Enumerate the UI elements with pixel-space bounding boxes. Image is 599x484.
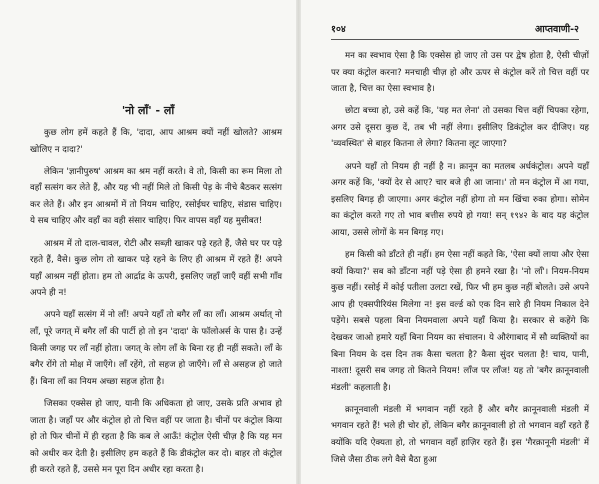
paragraph: आश्रम में तो दाल-चावल, रोटी और सब्ज़ी खाकर पड़े रहते हैं, जैसे घर पर पड़े रहते हैं, वैसे। कुछ लोग तो खाकर पड़े रहने के लिए ही आश्रम में रहते हैं! अपने यहाँ आश्रम नहीं होता। हम तो आर्द्राद्र के ऊपरी, इसलिए जहाँ जाएँ वहीं सभी गाँव अपने ही न! [30, 238, 282, 299]
paragraph: अपने यहाँ तो नियम ही नहीं है न। क़ानून का मतलब अर्धकंट्रोल। अपने यहाँ अगर कहें कि, 'क्यों देर से आए? चार बजे ही आ जाना।' तो मन कंट्रोल में आ गया, इसलिए बिगड़ ही जाएगा। अगर कंट्रोल नहीं होगा तो मन खिंचा रुका होगा। सोमेन का कंट्रोल करते गए तो भाव बत्तीस रुपये हो गया! सन् १९४२ के बाद यह कंट्रोल आया, उससे लोगों के मन बिगड़ गए। [331, 161, 589, 238]
book-title: आप्तवाणी-२ [534, 24, 579, 35]
paragraph: मन का स्वभाव ऐसा है कि एक्सेस हो जाए तो उस पर द्वेष होता है, ऐसी चीज़ों पर क्या कंट्रोल करना? मनचाही चीज़ हो और ऊपर से कंट्रोल करें तो चित्त वहीं पर जाता है, चित्त का ऐसा स्वभाव है। [331, 51, 589, 95]
right-body-text [331, 48, 589, 474]
paragraph: क़ानूनवाली मंडली में भगवान नहीं रहते हैं और बगैर क़ानूनवाली मंडली में भगवान रहते हैं! भले ही चोर हों, लेकिन बगैर क़ानूनवाली हो तो भगवान वहाँ रहते हैं क्योंकि यदि ऐक्यता हो, तो भगवान वहाँ हाज़िर रहते हैं। इस 'गैरक़ानूनी मंडली' में जिसे जैसा ठीक लगे वैसे बैठा हुआ [331, 404, 589, 465]
right-page [301, 0, 599, 484]
paragraph: अपने यहाँ सत्संग में नो लॉं! अपने यहाँ तो बगैर लॉं का लॉं। आश्रम अर्थात् नो लॉं, पूरे जगत् में बगैर लॉं की पार्टी हो तो इन 'दादा' के फॉलोअर्स के पास है। उन्हें किसी जगह पर लॉं नहीं होता। जगत् के लोग लॉं के बिना रह ही नहीं सकते। लॉं के बगैर रोंगे तो मोक्ष में जाएँगे। लॉं रहेंगे, तो सहज हो जाएँगे। लॉं से असहज हो जाते हैं। बिना लॉं का नियम अच्छा सहज होता है। [30, 310, 282, 387]
left-body-text [30, 125, 282, 484]
chapter-title: 'नो लॉं' - लॉं [121, 104, 175, 117]
paragraph: कुछ लोग हमें कहते हैं कि, 'दादा, आप आश्रम क्यों नहीं खोलते? आश्रम खोलिए न दादा?' [30, 128, 282, 155]
left-page [0, 0, 296, 484]
running-header [331, 22, 579, 38]
paragraph: जिसका एक्सेस हो जाए, यानी कि अधिकता हो जाए, उसके प्रति अभाव हो जाता है। जहाँ पर और कंट्रोल हो तो चित्त वहीं पर जाता है। चीनों पर कंट्रोल किया हो तो फिर चीनों में ही रहता है कि कब ले आऊँ! कंट्रोल ऐसी चीज़ है कि यह मन को अधीर कर देती है। इसीलिए हम कहते हैं कि डीकंट्रोल कर दो। बाहर तो कंट्रोल ही करते रहते हैं, उससे मन पूरा दिन अधीर रहा करता है। [30, 398, 282, 476]
paragraph: हम किसी को डाँटते ही नहीं। हम ऐसा नहीं कहते कि, 'ऐसा क्यों लाया और ऐसा क्यों किया?' सब को डाँटना नहीं पड़े ऐसा ही हमने रखा है। 'नो लॉं'। नियम-नियम कुछ नहीं। रसोई में कोई पतीला उलटा रखें, फिर भी हम कुछ नहीं बोलते। उसे अपने आप ही एक्सपीरियंस मिलेगा न! इस वर्ल्ड को एक दिन सारे ही नियम निकाल देने पड़ेंगे। सबसे पहला बिना नियमवाला अपने यहाँ किया है। सरकार से कहेंगे कि देखकर जाओ हमारे यहाँ बिना नियम का संचालन। ये औरंगाबाद में सौ व्यक्तियों का बिना नियम के दस दिन तक कैसा चलता है? कैसा सुंदर चलता है! चाय, पानी, नाश्ता! दूसरी सब जगह तो कितने नियम! लॉंज पर लॉंज! यह तो 'बगैर क़ानूनवाली मंडली' कहलाती है। [331, 250, 589, 393]
paragraph: लेकिन 'ज्ञानीपुरुष' आश्रम का श्रम नहीं करते। वे तो, किसी का रूम मिला तो वहाँ सत्संग कर लेते हैं, और यह भी नहीं मिले तो किसी पेड़ के नीचे बैठकर सत्संग कर लेते हैं। और इन आश्रमों में तो नियम चाहिए, रसोईघर चाहिए, संडास चाहिए। ये सब चाहिए और वहाँ का वही संसार चाहिए। फिर वापस वहाँ यह मुसीबत! [30, 166, 282, 227]
header-rule [331, 39, 579, 40]
paragraph: छोटा बच्चा हो, उसे कहें कि, 'यह मत लेना' तो उसका चित्त वहीं चिपका रहेगा, अगर उसे दूसरा कुछ दें, तब भी नहीं लेगा। इसीलिए डिकंट्रोल कर दीजिए। यह 'व्यवस्थित' से बाहर कितना ले लेगा? कितना लूट जाएगा? [331, 106, 589, 150]
page-number: १०४ [331, 24, 346, 35]
